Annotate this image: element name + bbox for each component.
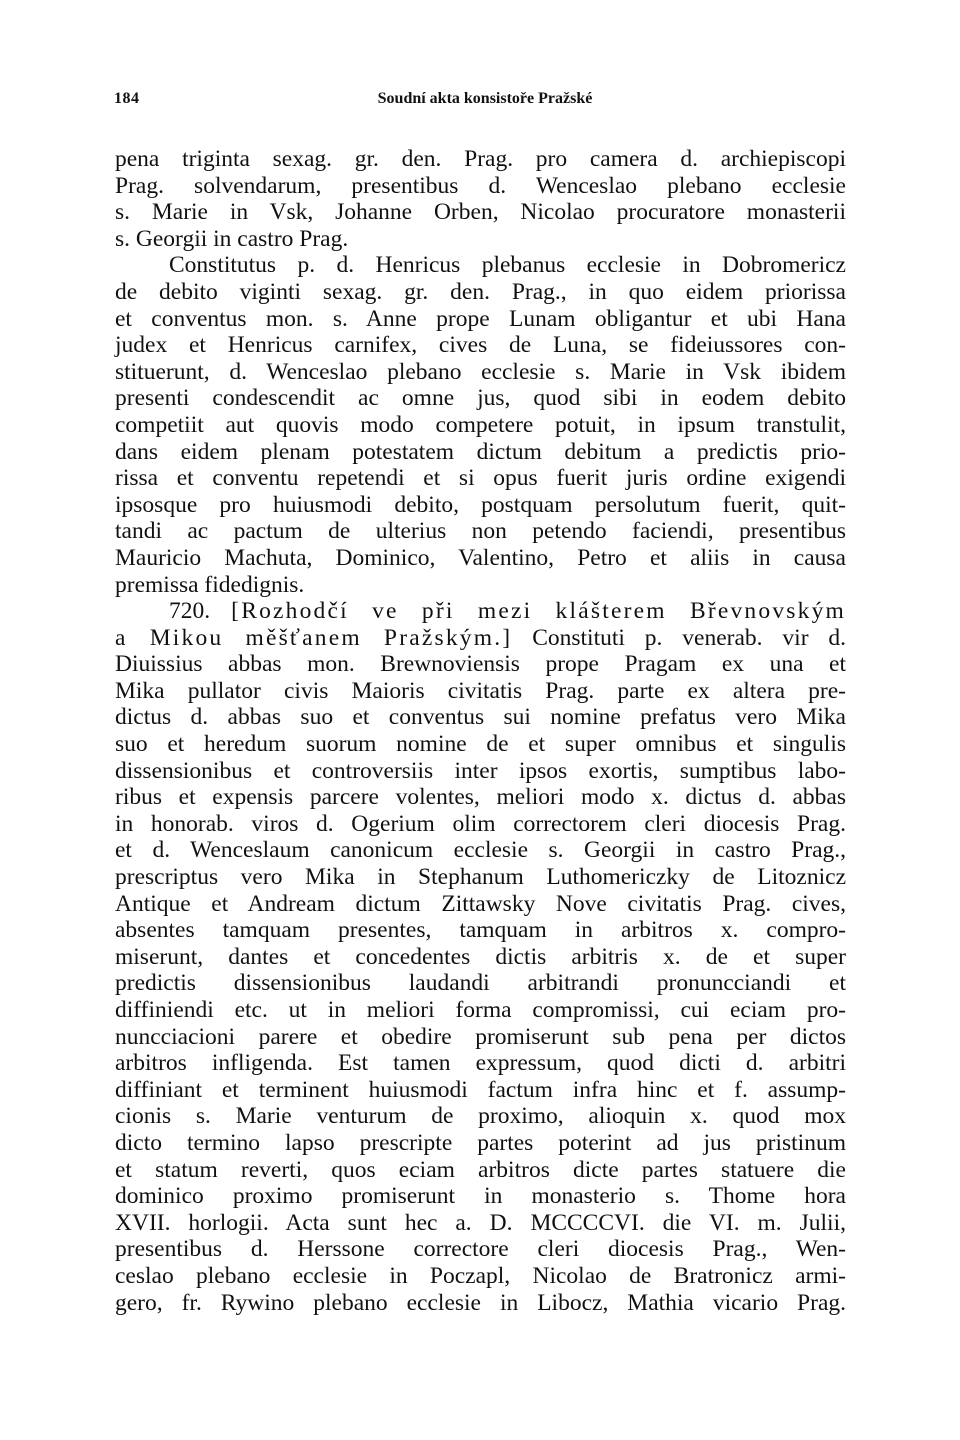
entry-title: [Rozhodčí ve při mezi klášterem Břevnovským [231,598,847,625]
text-line: gero, fr. Rywino plebano ecclesie in Libocz, Mathia vicario Prag. [115,1289,846,1316]
text-line: de debito viginti sexag. gr. den. Prag., in quo eidem priorissa [115,278,846,305]
text-line: prescriptus vero Mika in Stephanum Luthomericzky de Litoznicz [115,864,846,891]
text-line: competiit aut quovis modo competere potuit, in ipsum transtulit, [115,411,846,438]
text-line: miserunt, dantes et concedentes dictis arbitris x. de et super [115,943,846,970]
text-line: Constituti p. venerab. vir d. [532,624,847,651]
text-line: s. Marie in Vsk, Johanne Orben, Nicolao procuratore monasterii [115,199,846,226]
entry-720-heading-cont [115,625,846,652]
text-line: in honorab. viros d. Ogerium olim correctorem cleri diocesis Prag. [115,810,846,837]
text-line: Antique et Andream dictum Zittawsky Nove civitatis Prag. cives, [115,890,846,917]
text-line: judex et Henricus carnifex, cives de Luna, se fideiussores con- [115,332,846,359]
text-line: arbitros infligenda. Est tamen expressum, quod dicti d. arbitri [115,1050,846,1077]
text-line: premissa fidedignis. [115,571,305,598]
running-title-text: Soudní akta konsistoře Pražské [377,90,593,107]
text-line: et statum reverti, quos eciam arbitros dicte partes statuere die [115,1156,846,1183]
entry-720-heading [115,598,846,625]
text-line: rissa et conventu repetendi et si opus fuerit juris ordine exigendi [115,465,846,492]
text-line: ipsosque pro huiusmodi debito, postquam persolutum fuerit, quit- [115,491,846,518]
text-line: dissensionibus et controversiis inter ipsos exortis, sumptibus labo- [115,757,846,784]
text-line: dans eidem plenam potestatem dictum debitum a predictis prio- [115,438,846,465]
text-line: dictus d. abbas suo et conventus sui nomine prefatus vero Mika [115,704,846,731]
text-line: stituerunt, d. Wenceslao plebano ecclesie s. Marie in Vsk ibidem [115,358,846,385]
running-title [0,90,960,108]
entry-number: 720. [169,598,211,625]
body-text [115,146,846,1316]
text-line: ceslao plebano ecclesie in Poczapl, Nicolao de Bratronicz armi- [115,1262,846,1289]
text-line: dominico proximo promiserunt in monasterio s. Thome hora [115,1183,846,1210]
text-line: presenti condescendit ac omne jus, quod sibi in eodem debito [115,385,846,412]
text-line: et d. Wenceslaum canonicum ecclesie s. Georgii in castro Prag., [115,837,846,864]
text-line: nuncciacioni parere et obedire promiserunt sub pena per dictos [115,1023,846,1050]
text-line: diffiniendi etc. ut in meliori forma compromissi, cui eciam pro- [115,997,846,1023]
text-line: diffiniant et terminent huiusmodi factum infra hinc et f. assump- [115,1076,846,1103]
text-line: absentes tamquam presentes, tamquam in arbitros x. compro- [115,917,846,944]
text-line: cionis s. Marie venturum de proximo, alioquin x. quod mox [115,1103,846,1130]
text-line: Mika pullator civis Maioris civitatis Prag. parte ex altera pre- [115,677,846,704]
text-line: Prag. solvendarum, presentibus d. Wenceslao plebano ecclesie [115,172,846,199]
text-line: XVII. horlogii. Acta sunt hec a. D. MCCCCVI. die VI. m. Julii, [115,1209,846,1236]
text-line: suo et heredum suorum nomine de et super omnibus et singulis [115,731,846,758]
text-line: s. Georgii in castro Prag. [115,225,349,252]
text-line: Diuissius abbas mon. Brewnoviensis prope Pragam ex una et [115,651,846,678]
text-line: Constitutus p. d. Henricus plebanus ecclesie in Dobromericz [169,252,846,279]
text-line: et conventus mon. s. Anne prope Lunam obligantur et ubi Hana [115,305,846,332]
text-line: dicto termino lapso prescripte partes poterint ad jus pristinum [115,1129,846,1156]
text-line: Mauricio Machuta, Dominico, Valentino, Petro et aliis in causa [115,544,846,571]
text-line: tandi ac pactum de ulterius non petendo faciendi, presentibus [115,518,846,545]
entry-title-cont: a Mikou měšťanem Pražským.] [115,624,513,651]
text-line: pena triginta sexag. gr. den. Prag. pro camera d. archiepiscopi [115,146,846,172]
text-line: ribus et expensis parcere volentes, meliori modo x. dictus d. abbas [115,784,846,811]
page-number: 184 [114,90,140,107]
text-line: predictis dissensionibus laudandi arbitrandi pronuncciandi et [115,970,846,997]
text-line: presentibus d. Herssone correctore cleri diocesis Prag., Wen- [115,1236,846,1263]
